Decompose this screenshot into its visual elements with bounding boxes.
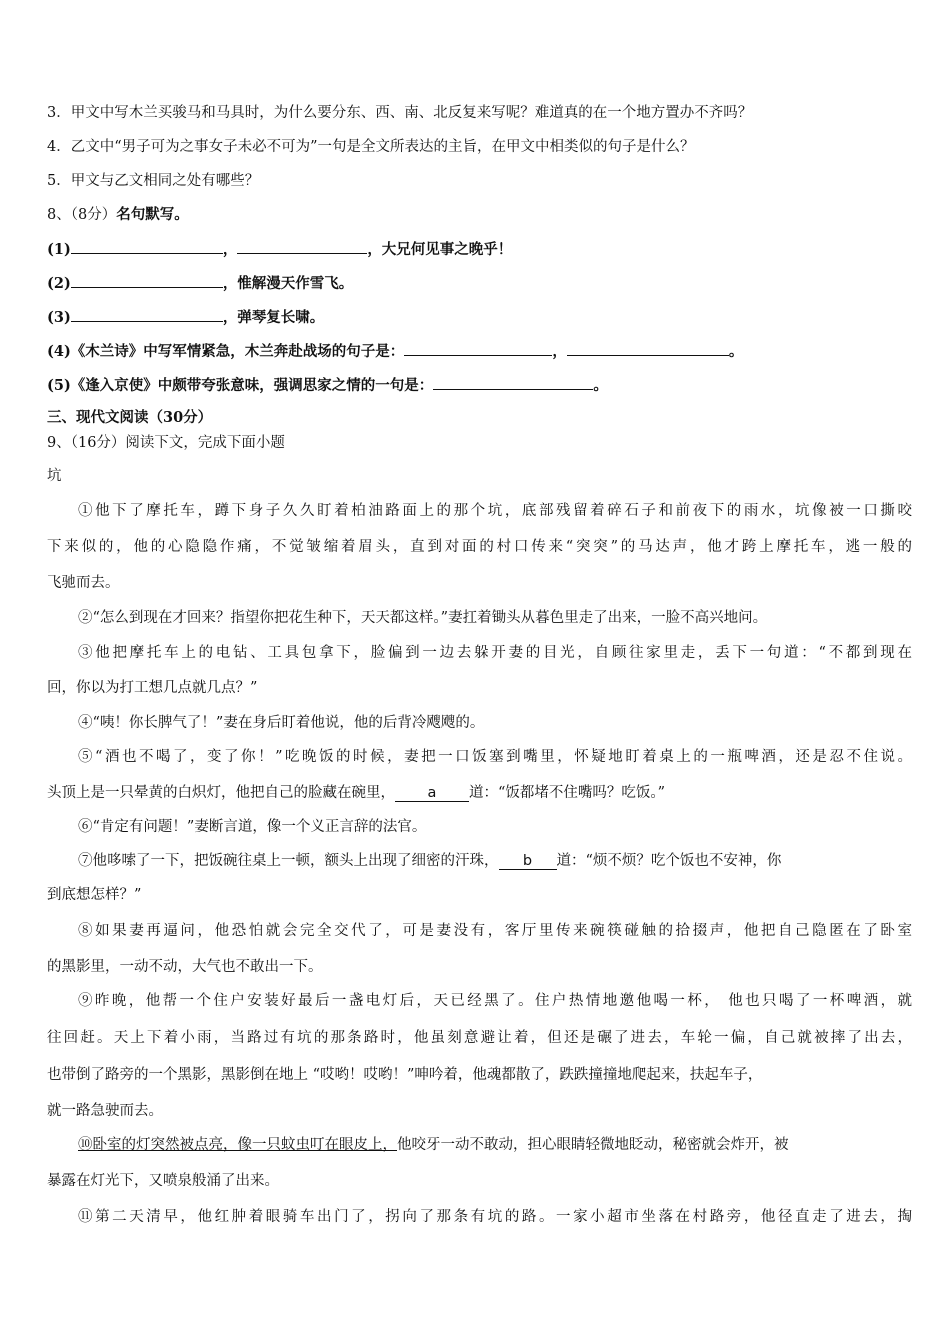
recite-4-text: (4)《木兰诗》中写军情紧急，木兰奔赴战场的句子是： xyxy=(47,343,405,360)
recite-5-text: (5)《逢入京使》中颇带夸张意味，强调思家之情的一句是： xyxy=(47,377,434,394)
paragraph-1-line-2: 下来似的，他的心隐隐作痛，不觉皱缩着眉头，直到对面的村口传来“突突”的马达声，他才跨上摩托车，逃一般的 xyxy=(47,539,912,555)
section-8-number: 8、（8分） xyxy=(47,207,117,223)
paragraph-9-line-3: 也带倒了路旁的一个黑影，黑影倒在地上 “哎哟！哎哟！”呻吟着，他魂都散了，跌跌撞撞地爬起来，扶起车子， xyxy=(47,1067,763,1083)
blank-b[interactable]: b xyxy=(499,853,557,870)
paragraph-8-line-1: ⑧如果妻再逼问，他恐怕就会完全交代了，可是妻没有，客厅里传来碗筷碰触的拾掇声，他把自己隐匿在了卧室 xyxy=(78,923,912,939)
recite-1-text: ，大兄何见事之晚乎！ xyxy=(367,241,513,258)
recite-2-label: (2) xyxy=(47,275,71,292)
blank-a[interactable]: a xyxy=(395,785,469,802)
paragraph-9-line-4: 就一路急驶而去。 xyxy=(47,1103,163,1119)
paragraph-7-line-1 xyxy=(78,850,912,872)
recite-2-text: ，惟解漫天作雪飞。 xyxy=(222,275,354,292)
recite-5-end: 。 xyxy=(593,377,608,394)
recite-1-comma: ， xyxy=(222,241,238,258)
recite-1-label: (1) xyxy=(47,241,71,258)
paragraph-3-line-2: 回，你以为打工想几点就几点？” xyxy=(47,680,258,696)
paragraph-10-text: 他咬牙一动不敢动，担心眼睛轻微地眨动，秘密就会炸开，被 xyxy=(397,1137,789,1153)
question-5: 5．甲文与乙文相同之处有哪些？ xyxy=(47,173,260,189)
recite-line-5 xyxy=(47,374,912,397)
recite-line-3 xyxy=(47,306,912,329)
recite-line-1 xyxy=(47,238,912,261)
recite-line-4 xyxy=(47,340,912,363)
paragraph-3-line-1: ③他把摩托车上的电钻、工具包拿下，脸偏到一边去躲开妻的目光，自顾往家里走，丢下一句道：“不都到现在 xyxy=(78,645,912,661)
paragraph-11-line-1: ⑪第二天清早，他红肿着眼骑车出门了，拐向了那条有坑的路。一家小超市坐落在村路旁，他径直走了进去，掏 xyxy=(78,1209,912,1225)
paragraph-4: ④“咦！你长脾气了！”妻在身后盯着他说，他的后背冷飕飕的。 xyxy=(78,715,485,731)
question-9-heading: 9、（16分）阅读下文，完成下面小题 xyxy=(47,435,285,451)
passage-title: 坑 xyxy=(47,468,62,484)
recite-4-end: 。 xyxy=(728,343,744,360)
paragraph-10-line-2: 暴露在灯光下，又喷泉般涌了出来。 xyxy=(47,1173,279,1189)
recite-line-2 xyxy=(47,272,912,295)
recite-3-text: ，弹琴复长啸。 xyxy=(222,309,325,326)
paragraph-5-line-1: ⑤“酒也不喝了，变了你！”吃晚饭的时候，妻把一口饭塞到嘴里，怀疑地盯着桌上的一瓶啤酒，还是忍不住说。 xyxy=(78,749,912,765)
paragraph-9-line-2: 往回赶。天上下着小雨，当路过有坑的那条路时，他虽刻意避让着，但还是碾了进去，车轮一偏，自己就被摔了出去， xyxy=(47,1030,912,1046)
recite-2-blank[interactable] xyxy=(71,272,223,288)
paragraph-7-text-after: 道：“烦不烦？吃个饭也不安神，你 xyxy=(556,853,782,869)
paragraph-7-line-2: 到底想怎样？” xyxy=(47,887,142,903)
question-3: 3．甲文中写木兰买骏马和马具时，为什么要分东、西、南、北反复来写呢？难道真的在一个地方置办不齐吗？ xyxy=(47,105,753,121)
question-4: 4．乙文中“男子可为之事女子未必不可为”一句是全文所表达的主旨，在甲文中相类似的句子是什么？ xyxy=(47,139,695,155)
paragraph-5-text-after: 道：“饭都堵不住嘴吗？吃饭。” xyxy=(469,785,666,801)
section-3-title: 三、现代文阅读（30分） xyxy=(47,409,213,426)
paragraph-8-line-2: 的黑影里，一动不动，大气也不敢出一下。 xyxy=(47,959,323,975)
recite-5-blank[interactable] xyxy=(433,374,593,390)
recite-1-blank-b[interactable] xyxy=(237,238,367,254)
recite-3-label: (3) xyxy=(47,309,71,326)
paragraph-5-line-2 xyxy=(47,782,912,804)
paragraph-9-line-1: ⑨昨晚，他帮一个住户安装好最后一盏电灯后，天已经黑了。住户热情地邀他喝一杯， 他也只喝了一杯啤酒，就 xyxy=(78,993,912,1009)
recite-3-blank[interactable] xyxy=(71,306,223,322)
paragraph-7-text-before: ⑦他哆嗦了一下，把饭碗往桌上一顿，额头上出现了细密的汗珠， xyxy=(78,853,499,869)
section-8-heading xyxy=(47,204,912,226)
recite-4-comma: ， xyxy=(552,343,567,360)
section-8-title: 名句默写。 xyxy=(116,206,189,223)
paragraph-10-underlined-sentence: ⑩卧室的灯突然被点亮，像一只蚊虫叮在眼皮上， xyxy=(78,1137,397,1153)
paragraph-5-text-before: 头顶上是一只晕黄的白炽灯，他把自己的脸藏在碗里， xyxy=(47,785,395,801)
recite-4-blank-b[interactable] xyxy=(567,340,729,356)
paragraph-1-line-3: 飞驰而去。 xyxy=(47,575,120,591)
recite-4-blank-a[interactable] xyxy=(404,340,552,356)
paragraph-2: ②“怎么到现在才回来？指望你把花生种下，天天都这样。”妻扛着锄头从暮色里走了出来，一脸不高兴地问。 xyxy=(78,610,768,626)
paragraph-1-line-1: ①他下了摩托车，蹲下身子久久盯着柏油路面上的那个坑，底部残留着碎石子和前夜下的雨水，坑像被一口撕咬 xyxy=(78,503,912,519)
paragraph-10-line-1 xyxy=(78,1134,912,1156)
paragraph-6: ⑥“肯定有问题！”妻断言道，像一个义正言辞的法官。 xyxy=(78,819,427,835)
recite-1-blank-a[interactable] xyxy=(71,238,223,254)
